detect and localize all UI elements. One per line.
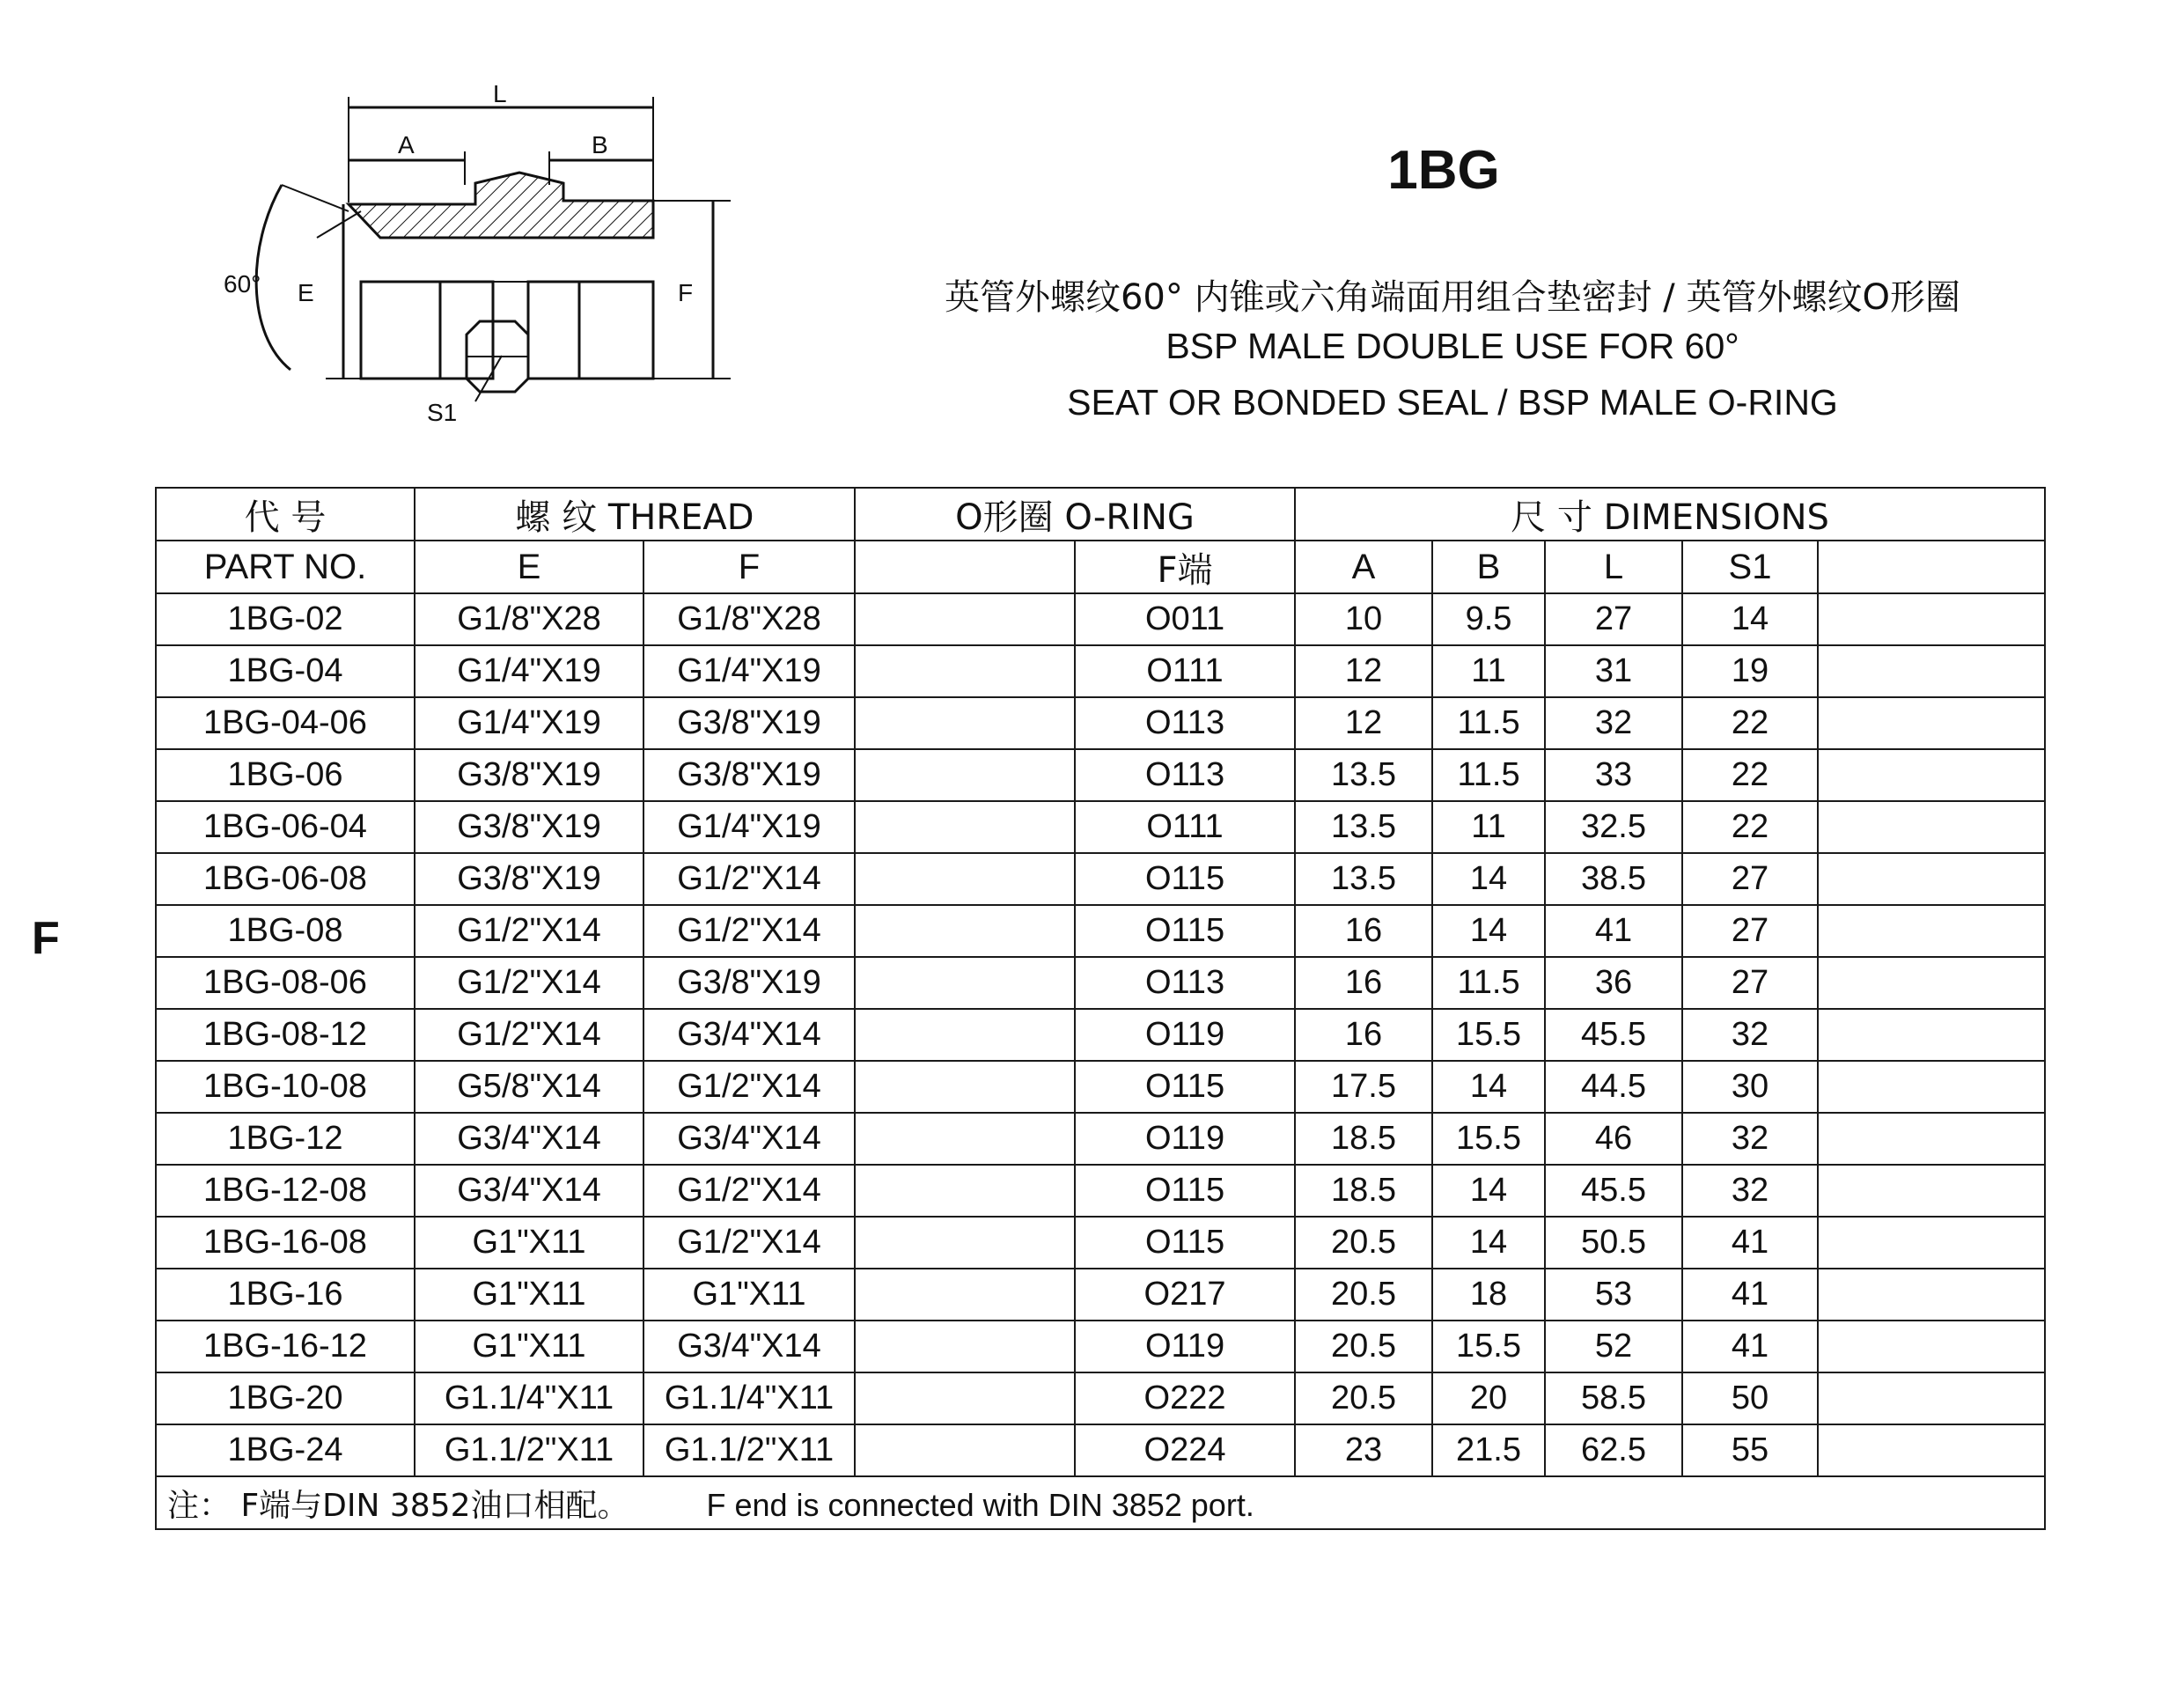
dim-l-label: L (493, 80, 507, 107)
table-header-row-2 (156, 541, 2045, 593)
cell-empty (1818, 853, 2045, 905)
cell-l: 41 (1545, 905, 1682, 957)
table-row (156, 1269, 2045, 1321)
cell-b: 15.5 (1432, 1321, 1545, 1372)
cell-empty (1818, 957, 2045, 1009)
cell-a: 20.5 (1295, 1217, 1432, 1269)
table-row (156, 1009, 2045, 1061)
cell-a: 13.5 (1295, 749, 1432, 801)
cell-l: 58.5 (1545, 1372, 1682, 1424)
cell-b: 11.5 (1432, 697, 1545, 749)
section-letter: F (32, 913, 60, 964)
cell-empty (1818, 801, 2045, 853)
description-en-line1: BSP MALE DOUBLE USE FOR 60° (1166, 326, 1739, 366)
cell-f: G1/4"X19 (643, 801, 855, 853)
cell-oring: O113 (1075, 957, 1295, 1009)
cell-e: G1"X11 (415, 1269, 643, 1321)
cell-e: G1"X11 (415, 1321, 643, 1372)
cell-a: 12 (1295, 645, 1432, 697)
header-empty (855, 541, 1075, 593)
cell-empty (1818, 1165, 2045, 1217)
cell-b: 21.5 (1432, 1424, 1545, 1476)
cell-a: 16 (1295, 1009, 1432, 1061)
cell-empty (855, 1165, 1075, 1217)
description-en-line2: SEAT OR BONDED SEAL / BSP MALE O-RING (1067, 382, 1838, 423)
model-title: 1BG (1387, 140, 1500, 201)
cell-oring: O011 (1075, 593, 1295, 645)
cell-empty (855, 1009, 1075, 1061)
cell-empty (1818, 905, 2045, 957)
cell-a: 20.5 (1295, 1269, 1432, 1321)
cell-s1: 27 (1682, 853, 1818, 905)
dim-angle-label: 60° (224, 270, 261, 298)
cell-e: G3/4"X14 (415, 1113, 643, 1165)
cell-part: 1BG-16-08 (156, 1217, 415, 1269)
note-cn: 注： F端与DIN 3852油口相配。 (167, 1487, 629, 1524)
cell-empty (1818, 697, 2045, 749)
cell-b: 15.5 (1432, 1009, 1545, 1061)
cell-f: G1/2"X14 (643, 1217, 855, 1269)
cell-part: 1BG-12-08 (156, 1165, 415, 1217)
cell-s1: 22 (1682, 697, 1818, 749)
cell-empty (855, 957, 1075, 1009)
cell-oring: O119 (1075, 1321, 1295, 1372)
cell-s1: 41 (1682, 1269, 1818, 1321)
cell-empty (1818, 593, 2045, 645)
dim-b-label: B (592, 131, 608, 158)
header-empty (1818, 541, 2045, 593)
cell-s1: 32 (1682, 1165, 1818, 1217)
dim-a-label: A (398, 131, 415, 158)
cell-oring: O113 (1075, 697, 1295, 749)
cell-part: 1BG-16 (156, 1269, 415, 1321)
cell-part: 1BG-20 (156, 1372, 415, 1424)
table-header-row-1 (156, 488, 2045, 541)
cell-oring: O111 (1075, 801, 1295, 853)
cell-part: 1BG-12 (156, 1113, 415, 1165)
cell-empty (1818, 1009, 2045, 1061)
cell-f: G3/8"X19 (643, 957, 855, 1009)
cell-part: 1BG-04-06 (156, 697, 415, 749)
cell-oring: O115 (1075, 853, 1295, 905)
cell-part: 1BG-08-12 (156, 1009, 415, 1061)
dim-s1-label: S1 (427, 399, 458, 426)
cell-l: 38.5 (1545, 853, 1682, 905)
cell-l: 46 (1545, 1113, 1682, 1165)
cell-e: G1/2"X14 (415, 1009, 643, 1061)
dim-f-label: F (678, 279, 694, 306)
cell-e: G3/8"X19 (415, 853, 643, 905)
cell-b: 11 (1432, 801, 1545, 853)
cell-f: G1"X11 (643, 1269, 855, 1321)
table-row (156, 957, 2045, 1009)
cell-s1: 22 (1682, 801, 1818, 853)
header-f: F (643, 541, 855, 593)
cell-empty (1818, 1113, 2045, 1165)
cell-empty (855, 801, 1075, 853)
cell-l: 62.5 (1545, 1424, 1682, 1476)
table-row (156, 905, 2045, 957)
cell-oring: O222 (1075, 1372, 1295, 1424)
header-f-end: F端 (1075, 541, 1295, 593)
cell-f: G1/8"X28 (643, 593, 855, 645)
cell-e: G5/8"X14 (415, 1061, 643, 1113)
cell-s1: 22 (1682, 749, 1818, 801)
cell-f: G3/4"X14 (643, 1321, 855, 1372)
cell-e: G1/4"X19 (415, 645, 643, 697)
cell-empty (855, 853, 1075, 905)
table-row (156, 697, 2045, 749)
cell-a: 16 (1295, 905, 1432, 957)
cell-part: 1BG-06 (156, 749, 415, 801)
cell-l: 27 (1545, 593, 1682, 645)
cell-empty (855, 1061, 1075, 1113)
cell-l: 45.5 (1545, 1009, 1682, 1061)
cell-empty (855, 645, 1075, 697)
header-b: B (1432, 541, 1545, 593)
note-en: F end is connected with DIN 3852 port. (706, 1486, 1254, 1523)
cell-f: G3/4"X14 (643, 1113, 855, 1165)
cell-empty (855, 1269, 1075, 1321)
table-row (156, 593, 2045, 645)
cell-a: 18.5 (1295, 1165, 1432, 1217)
cell-empty (1818, 1372, 2045, 1424)
cell-empty (855, 1113, 1075, 1165)
header-thread: 螺 纹 THREAD (415, 488, 855, 541)
cell-empty (855, 1321, 1075, 1372)
cell-part: 1BG-06-04 (156, 801, 415, 853)
cell-part: 1BG-04 (156, 645, 415, 697)
cell-oring: O115 (1075, 905, 1295, 957)
cell-s1: 32 (1682, 1009, 1818, 1061)
cell-b: 14 (1432, 905, 1545, 957)
cell-s1: 50 (1682, 1372, 1818, 1424)
note-row (156, 1476, 2045, 1529)
table-row (156, 1321, 2045, 1372)
cell-e: G1/2"X14 (415, 905, 643, 957)
cell-s1: 55 (1682, 1424, 1818, 1476)
cell-part: 1BG-06-08 (156, 853, 415, 905)
cell-oring: O119 (1075, 1113, 1295, 1165)
cell-b: 14 (1432, 1061, 1545, 1113)
cell-b: 11.5 (1432, 957, 1545, 1009)
cell-oring: O217 (1075, 1269, 1295, 1321)
cell-f: G1.1/4"X11 (643, 1372, 855, 1424)
cell-s1: 32 (1682, 1113, 1818, 1165)
cell-e: G1"X11 (415, 1217, 643, 1269)
cell-e: G3/8"X19 (415, 801, 643, 853)
cell-a: 13.5 (1295, 853, 1432, 905)
cell-l: 52 (1545, 1321, 1682, 1372)
cell-e: G1.1/2"X11 (415, 1424, 643, 1476)
header-part-en: PART NO. (156, 541, 415, 593)
cell-empty (1818, 1269, 2045, 1321)
header-part-cn: 代 号 (156, 488, 415, 541)
cell-l: 31 (1545, 645, 1682, 697)
cell-empty (1818, 1217, 2045, 1269)
cell-s1: 30 (1682, 1061, 1818, 1113)
cell-oring: O224 (1075, 1424, 1295, 1476)
table-row (156, 1217, 2045, 1269)
cell-l: 33 (1545, 749, 1682, 801)
cell-oring: O113 (1075, 749, 1295, 801)
cell-part: 1BG-08-06 (156, 957, 415, 1009)
table-row (156, 749, 2045, 801)
dim-e-label: E (298, 279, 314, 306)
cell-e: G3/4"X14 (415, 1165, 643, 1217)
cell-e: G3/8"X19 (415, 749, 643, 801)
cell-s1: 41 (1682, 1321, 1818, 1372)
cell-s1: 41 (1682, 1217, 1818, 1269)
cell-oring: O119 (1075, 1009, 1295, 1061)
table-row (156, 801, 2045, 853)
cell-f: G3/8"X19 (643, 749, 855, 801)
table-row (156, 1061, 2045, 1113)
cell-b: 11.5 (1432, 749, 1545, 801)
cell-f: G1/2"X14 (643, 853, 855, 905)
cell-a: 20.5 (1295, 1372, 1432, 1424)
cell-empty (855, 905, 1075, 957)
cell-l: 36 (1545, 957, 1682, 1009)
cell-empty (855, 697, 1075, 749)
cell-e: G1/8"X28 (415, 593, 643, 645)
cell-oring: O115 (1075, 1165, 1295, 1217)
cell-l: 44.5 (1545, 1061, 1682, 1113)
cell-b: 11 (1432, 645, 1545, 697)
header-e: E (415, 541, 643, 593)
cell-empty (1818, 1424, 2045, 1476)
cell-l: 53 (1545, 1269, 1682, 1321)
cell-part: 1BG-24 (156, 1424, 415, 1476)
cell-b: 15.5 (1432, 1113, 1545, 1165)
cell-s1: 14 (1682, 593, 1818, 645)
cell-empty (1818, 1321, 2045, 1372)
cell-e: G1.1/4"X11 (415, 1372, 643, 1424)
header-dimensions: 尺 寸 DIMENSIONS (1295, 488, 2045, 541)
cell-f: G1.1/2"X11 (643, 1424, 855, 1476)
cell-empty (855, 593, 1075, 645)
cell-b: 9.5 (1432, 593, 1545, 645)
cell-a: 13.5 (1295, 801, 1432, 853)
cell-b: 14 (1432, 1165, 1545, 1217)
cell-empty (855, 749, 1075, 801)
cell-b: 18 (1432, 1269, 1545, 1321)
cell-f: G1/2"X14 (643, 1061, 855, 1113)
table-row (156, 1372, 2045, 1424)
cell-part: 1BG-02 (156, 593, 415, 645)
table-row (156, 1165, 2045, 1217)
cell-f: G3/4"X14 (643, 1009, 855, 1061)
cell-b: 20 (1432, 1372, 1545, 1424)
header-l: L (1545, 541, 1682, 593)
cell-l: 32.5 (1545, 801, 1682, 853)
table-row (156, 1113, 2045, 1165)
cell-s1: 19 (1682, 645, 1818, 697)
cell-empty (855, 1372, 1075, 1424)
cell-b: 14 (1432, 853, 1545, 905)
cell-a: 17.5 (1295, 1061, 1432, 1113)
table-row (156, 645, 2045, 697)
cell-s1: 27 (1682, 905, 1818, 957)
cell-s1: 27 (1682, 957, 1818, 1009)
cell-b: 14 (1432, 1217, 1545, 1269)
cell-a: 18.5 (1295, 1113, 1432, 1165)
cell-part: 1BG-10-08 (156, 1061, 415, 1113)
cell-l: 50.5 (1545, 1217, 1682, 1269)
cell-f: G1/2"X14 (643, 1165, 855, 1217)
description-cn: 英管外螺纹60° 内锥或六角端面用组合垫密封 / 英管外螺纹O形圈 (944, 277, 1960, 318)
table-note (156, 1476, 2045, 1529)
cell-oring: O115 (1075, 1061, 1295, 1113)
cell-empty (1818, 645, 2045, 697)
cell-e: G1/2"X14 (415, 957, 643, 1009)
cell-part: 1BG-08 (156, 905, 415, 957)
cell-oring: O115 (1075, 1217, 1295, 1269)
cell-e: G1/4"X19 (415, 697, 643, 749)
cell-f: G3/8"X19 (643, 697, 855, 749)
fitting-drawing (211, 70, 739, 440)
cell-a: 20.5 (1295, 1321, 1432, 1372)
cell-empty (1818, 1061, 2045, 1113)
table-body (156, 593, 2045, 1476)
header-a: A (1295, 541, 1432, 593)
header-s1: S1 (1682, 541, 1818, 593)
cell-a: 23 (1295, 1424, 1432, 1476)
header-oring: O形圈 O-RING (855, 488, 1295, 541)
cell-l: 32 (1545, 697, 1682, 749)
cell-empty (855, 1217, 1075, 1269)
cell-a: 12 (1295, 697, 1432, 749)
cell-f: G1/4"X19 (643, 645, 855, 697)
cell-oring: O111 (1075, 645, 1295, 697)
cell-empty (1818, 749, 2045, 801)
cell-a: 10 (1295, 593, 1432, 645)
cell-empty (855, 1424, 1075, 1476)
table-row (156, 853, 2045, 905)
spec-table (155, 487, 2046, 1530)
cell-l: 45.5 (1545, 1165, 1682, 1217)
table-row (156, 1424, 2045, 1476)
cell-a: 16 (1295, 957, 1432, 1009)
cell-f: G1/2"X14 (643, 905, 855, 957)
cell-part: 1BG-16-12 (156, 1321, 415, 1372)
